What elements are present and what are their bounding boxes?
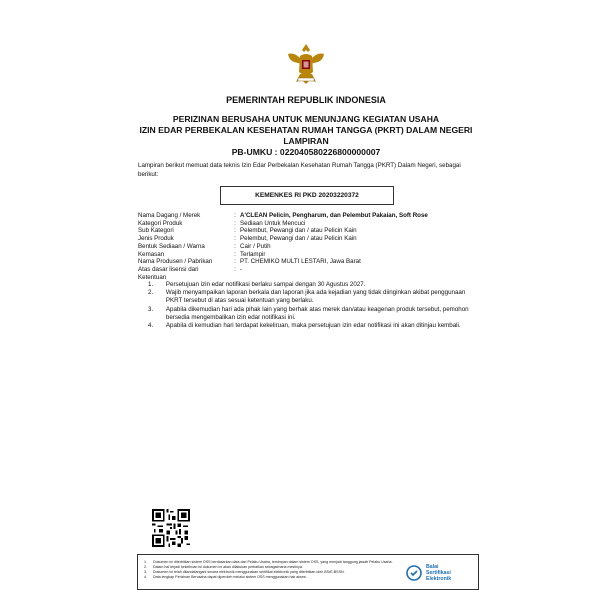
field-value: A'CLEAN Pelicin, Pengharum, dan Pelembut Pakaian, Soft Rose — [240, 212, 428, 219]
seal-line: Elektronik — [426, 576, 452, 582]
qr-code-icon[interactable] — [152, 509, 190, 547]
field-separator: : — [234, 235, 236, 243]
note-text: Dokumen ini diterbitkan sistem OSS berdasarkan data dari Pelaku Usaha, tersimpan dalam sistem OSS, yang menjadi tanggung jawab Pelaku Usaha. — [153, 560, 393, 564]
title-line-3: LAMPIRAN — [283, 136, 329, 146]
bsre-seal-text — [426, 564, 451, 582]
list-item — [148, 322, 478, 330]
item-text: Apabila dikemudian hari ada pihak lain yang berhak atas merek dan/atau keagenan produk tersebut, pemohon bersedia mengembalikan izin edar notifikasi ini. — [165, 305, 469, 321]
field-row — [138, 251, 510, 259]
registration-number-box: KEMENKES RI PKD 20203220372 — [220, 186, 394, 205]
document-title — [0, 114, 612, 158]
field-label: Jenis Produk — [138, 235, 174, 243]
field-row — [138, 235, 510, 243]
note-number: 2. — [144, 565, 147, 569]
item-number: 1. — [148, 281, 154, 288]
field-row — [138, 258, 510, 266]
field-value: - — [240, 265, 243, 273]
field-label: Nama Produsen / Pabrikan — [138, 258, 213, 266]
bsre-logo-icon — [406, 565, 422, 581]
field-value: Cair / Putih — [240, 242, 271, 250]
note-number: 4. — [144, 575, 147, 579]
field-value: Sediaan Untuk Mencuci — [240, 219, 306, 227]
item-text: Apabila di kemudian hari terdapat kekeliruan, maka persetujuan izin edar notifikasi ini akan ditinjau kembali. — [165, 322, 461, 330]
government-heading: PEMERINTAH REPUBLIK INDONESIA — [226, 95, 386, 105]
garuda-emblem-icon — [286, 42, 326, 86]
note-number: 3. — [144, 570, 147, 574]
list-item — [148, 306, 478, 322]
footer-notes — [144, 560, 404, 580]
field-value: Pelembut, Pewangi dan / atau Pelicin Kain — [240, 235, 357, 243]
item-text: Wajib menyampaikan laporan berkala dan laporan jika ada kejadian yang tidak diinginkan akibat penggunaan PKRT tersebut di atas sesuai ketentuan yang berlaku. — [165, 289, 466, 305]
note-text: Data lengkap Perizinan Berusaha dapat diperoleh melalui sistem OSS menggunakan hak akses. — [153, 575, 307, 579]
field-separator: : — [234, 258, 236, 266]
item-number: 2. — [148, 289, 154, 297]
field-separator: : — [234, 242, 236, 250]
bsre-seal — [406, 563, 472, 583]
seal-line: Sertifikasi — [426, 570, 451, 576]
field-label: Atas dasar lisensi dari — [138, 265, 199, 273]
intro-text: Lampiran berikut memuat data teknis Izin Edar Perbekalan Kesehatan Rumah Tangga (PKRT) Dalam Negeri, sebagai berikut: — [138, 162, 461, 178]
field-row — [138, 243, 510, 251]
field-value: PT. CHEMIKO MULTI LESTARI, Jawa Barat — [240, 258, 361, 266]
field-value: Terlampir — [240, 250, 266, 258]
field-separator: : — [234, 250, 236, 258]
field-label: Kategori Produk — [138, 219, 183, 227]
field-separator: : — [234, 212, 236, 219]
item-text: Persetujuan izin edar notifikasi berlaku sampai dengan 30 Agustus 2027. — [165, 281, 366, 288]
footer-notes-box — [137, 554, 479, 590]
seal-line: Balai — [426, 564, 439, 570]
field-separator: : — [234, 227, 236, 235]
field-row — [138, 266, 510, 274]
list-item — [148, 281, 478, 289]
note-number: 1. — [144, 560, 147, 564]
provisions-list — [148, 281, 478, 330]
title-line-4: PB-UMKU : 022040580226800000007 — [231, 147, 381, 157]
note-text: Dokumen ini telah ditandatangani secara elektronik menggunakan sertifikat elektronik yang diterbitkan oleh BSrE-BSSN. — [153, 570, 345, 574]
field-label: Ketentuan — [138, 273, 167, 281]
field-label: Bentuk Sediaan / Warna — [138, 242, 205, 250]
field-label: Sub Kategori — [138, 227, 174, 235]
note-text: Dalam hal terjadi kekeliruan isi dokumen ini akan dilakukan perbaikan sebagaimana mestinya. — [153, 565, 303, 569]
field-separator: : — [234, 219, 236, 227]
list-item — [148, 289, 478, 305]
product-fields — [138, 212, 510, 281]
field-row — [138, 227, 510, 235]
field-row — [138, 220, 510, 228]
field-value: Pelembut, Pewangi dan / atau Pelicin Kain — [240, 227, 357, 235]
title-line-1: PERIZINAN BERUSAHA UNTUK MENUNJANG KEGIATAN USAHA — [172, 114, 440, 124]
field-label: Nama Dagang / Merek — [138, 212, 201, 219]
item-number: 3. — [148, 305, 154, 313]
title-line-2: IZIN EDAR PERBEKALAN KESEHATAN RUMAH TANGGA (PKRT) DALAM NEGERI — [139, 125, 473, 135]
item-number: 4. — [148, 322, 154, 330]
footer-note — [144, 575, 404, 580]
field-row — [138, 212, 510, 220]
field-label: Kemasan — [138, 250, 165, 258]
field-separator: : — [234, 265, 236, 273]
